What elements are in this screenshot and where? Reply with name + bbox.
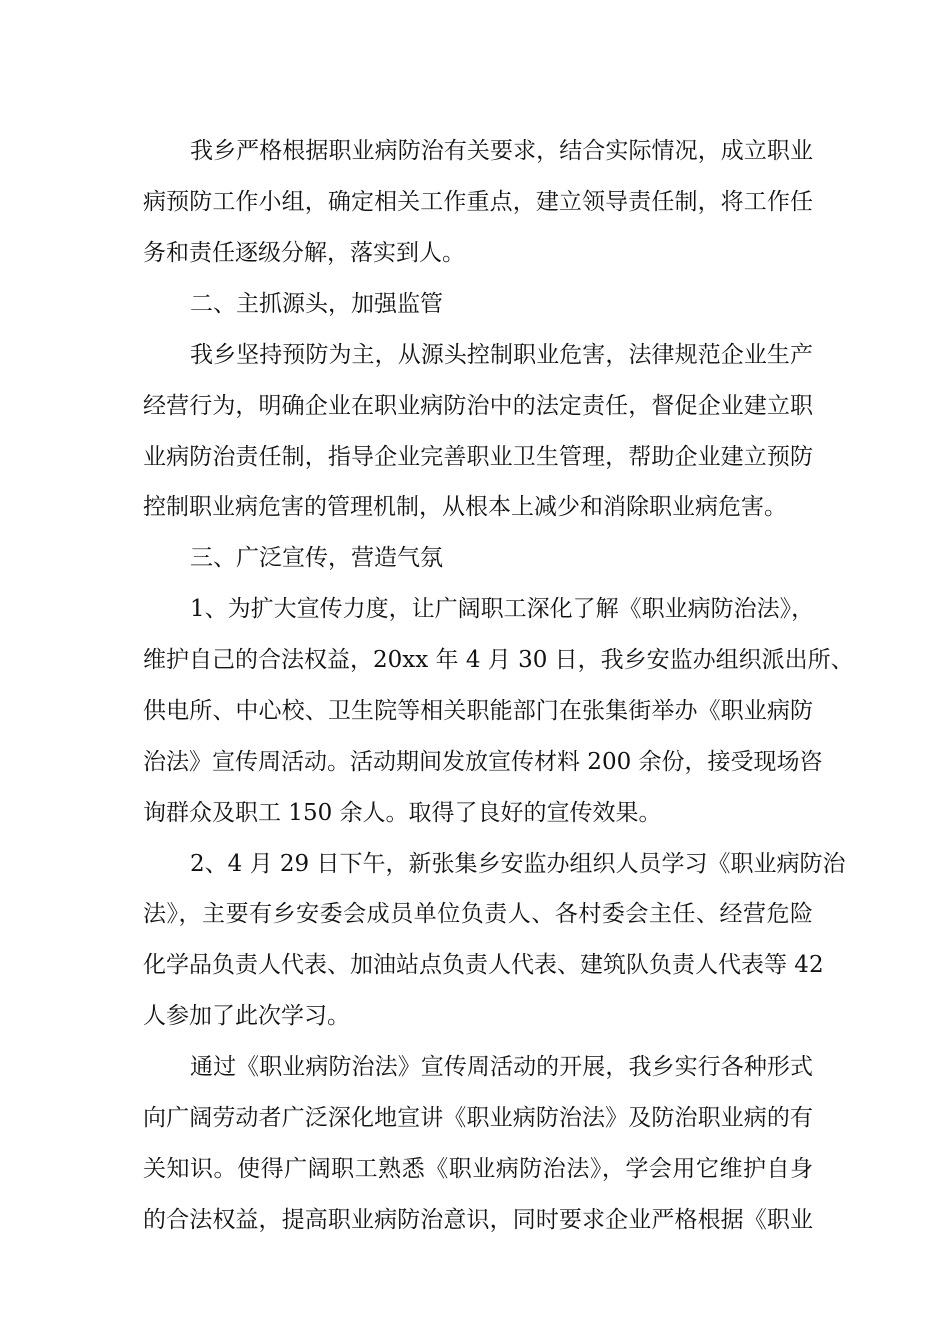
- paragraph-line: 关知识。使得广阔职工熟悉《职业病防治法》，学会用它维护自身: [143, 1156, 813, 1182]
- paragraph-line: 法》，主要有乡安委会成员单位负责人、各村委会主任、经营危险: [143, 901, 813, 927]
- section-heading: 二、主抓源头，加强监管: [190, 291, 443, 317]
- paragraph-line: 人参加了此次学习。: [143, 1003, 350, 1029]
- paragraph-line: 我乡坚持预防为主，从源头控制职业危害，法律规范企业生产: [190, 342, 813, 368]
- paragraph-line: 病预防工作小组，确定相关工作重点，建立领导责任制，将工作任: [143, 189, 813, 215]
- paragraph-line: 业病防治责任制，指导企业完善职业卫生管理，帮助企业建立预防: [143, 444, 813, 470]
- paragraph-line: 化学品负责人代表、加油站点负责人代表、建筑队负责人代表等 42: [143, 952, 824, 978]
- paragraph-line: 治法》宣传周活动。活动期间发放宣传材料 200 余份，接受现场咨: [143, 749, 823, 775]
- paragraph-line: 的合法权益，提高职业病防治意识，同时要求企业严格根据《职业: [143, 1207, 813, 1233]
- paragraph-line: 询群众及职工 150 余人。取得了良好的宣传效果。: [143, 800, 662, 826]
- paragraph-line: 供电所、中心校、卫生院等相关职能部门在张集街举办《职业病防: [143, 698, 813, 724]
- paragraph-line: 维护自己的合法权益，20xx 年 4 月 30 日，我乡安监办组织派出所、: [143, 647, 854, 673]
- paragraph-line: 务和责任逐级分解，落实到人。: [143, 240, 465, 266]
- paragraph-line: 向广阔劳动者广泛深化地宣讲《职业病防治法》及防治职业病的有: [143, 1105, 813, 1131]
- paragraph-line: 控制职业病危害的管理机制，从根本上减少和消除职业病危害。: [143, 494, 787, 520]
- paragraph-line: 经营行为，明确企业在职业病防治中的法定责任，督促企业建立职: [143, 393, 813, 419]
- paragraph-line: 通过《职业病防治法》宣传周活动的开展，我乡实行各种形式: [190, 1054, 813, 1080]
- paragraph-line: 1、为扩大宣传力度，让广阔职工深化了解《职业病防治法》，: [190, 596, 815, 622]
- section-heading: 三、广泛宣传，营造气氛: [190, 545, 443, 571]
- paragraph-line: 2、4 月 29 日下午，新张集乡安监办组织人员学习《职业病防治: [190, 851, 846, 877]
- paragraph-line: 我乡严格根据职业病防治有关要求，结合实际情况，成立职业: [190, 138, 813, 164]
